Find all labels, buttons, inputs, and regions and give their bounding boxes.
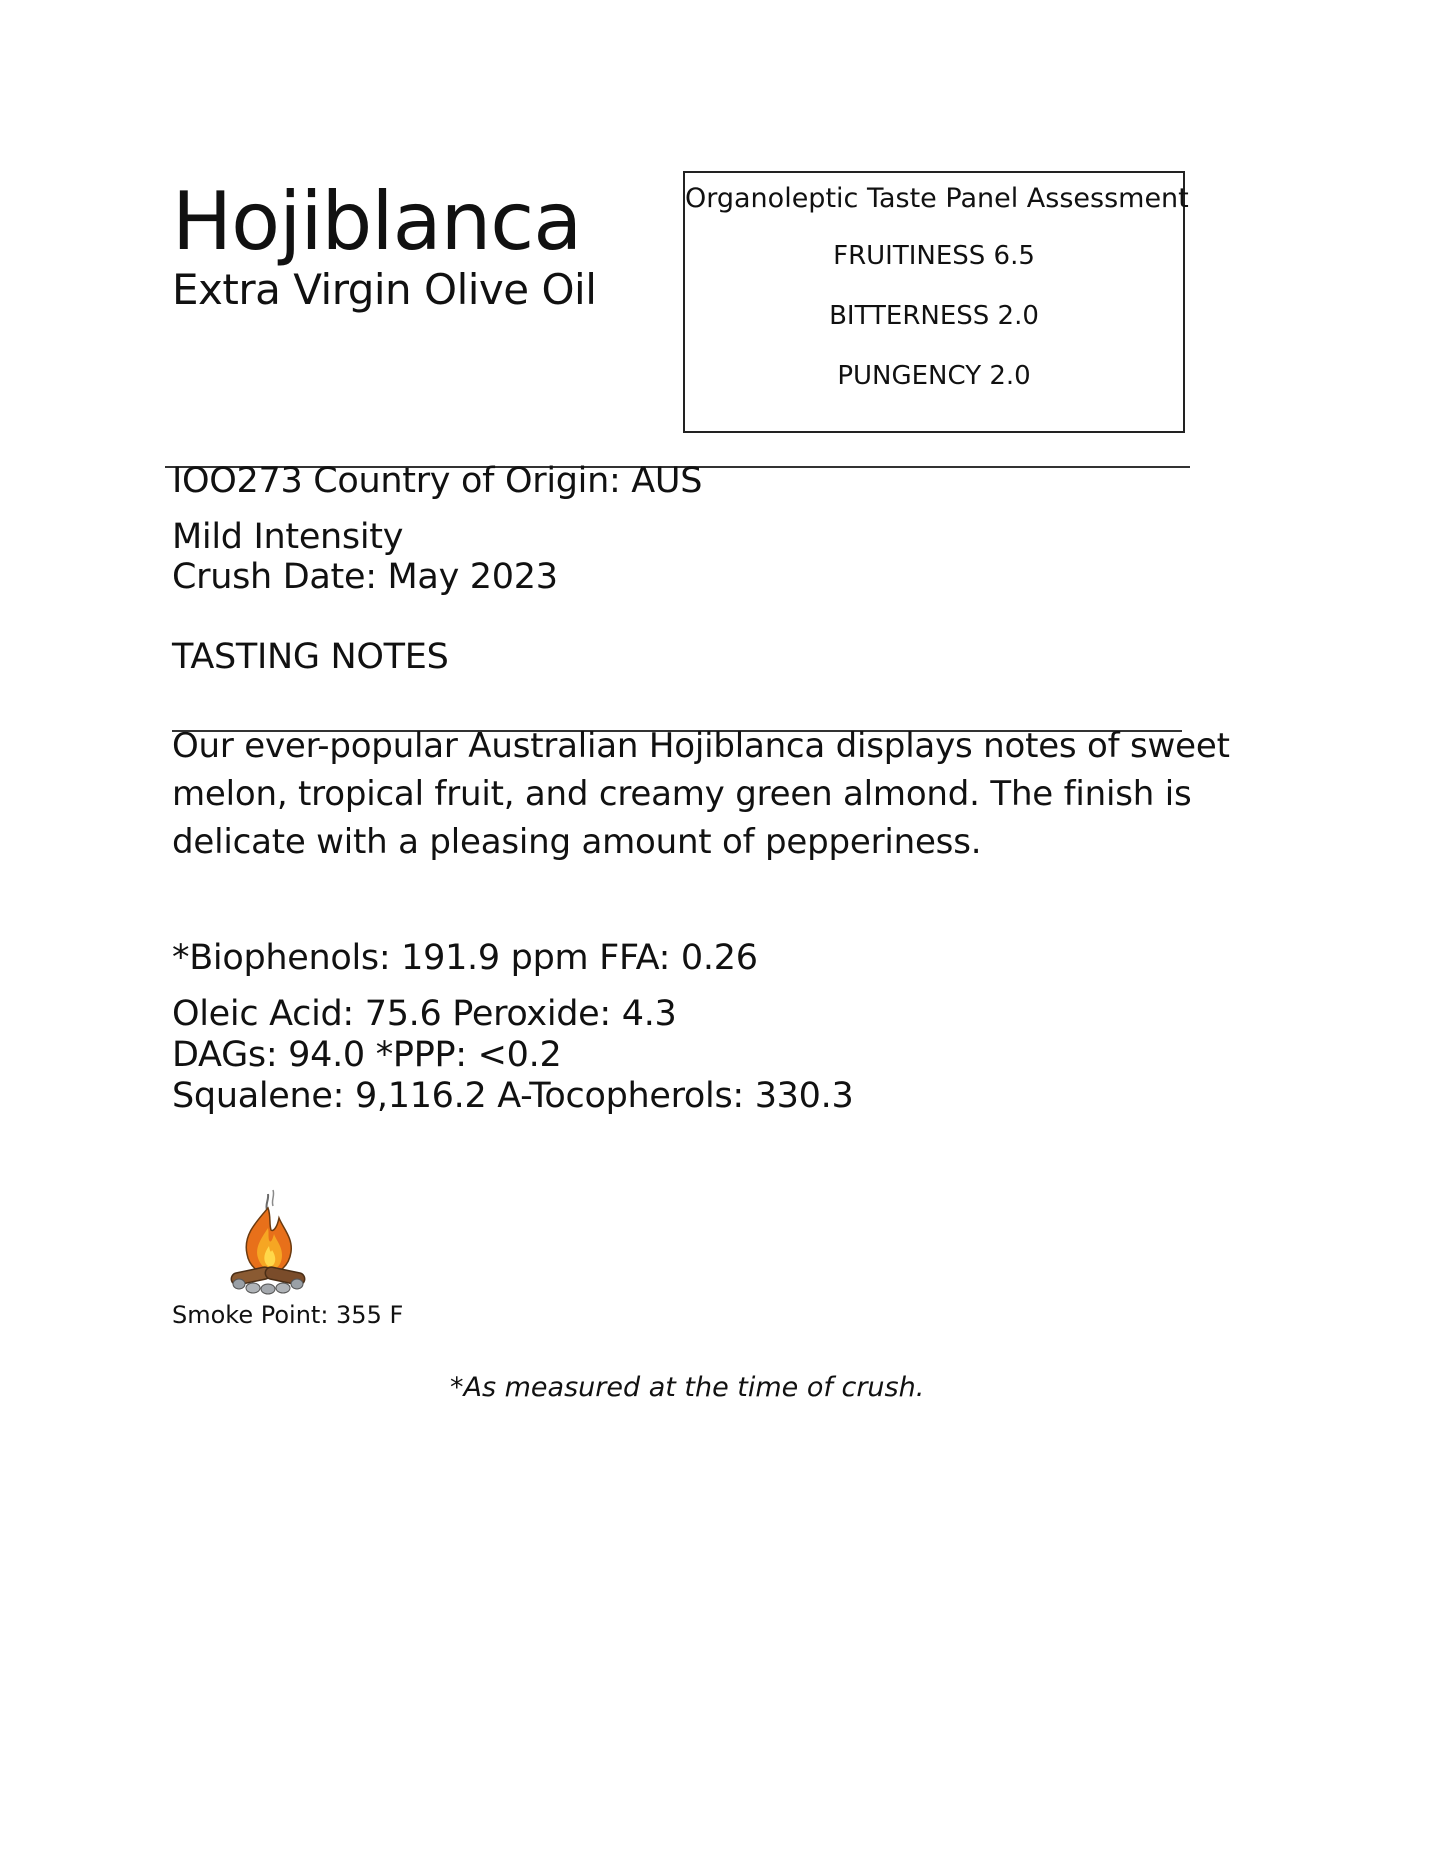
tasting-notes-text: Our ever-popular Australian Hojiblanca displays notes of sweet melon, tropical fruit, and creamy green almond. The finish is delicate with a pleasing amount of pepperiness. <box>172 726 1230 862</box>
taste-panel-box <box>683 171 1189 433</box>
bitterness-score: BITTERNESS 2.0 <box>829 301 1039 331</box>
origin-line: IOO273 Country of Origin: AUS <box>172 461 703 501</box>
taste-panel-heading: Organoleptic Taste Panel Assessment <box>685 183 1189 214</box>
footnote: *As measured at the time of crush. <box>450 1372 925 1403</box>
smoke-point-label: Smoke Point: 355 F <box>172 1301 404 1329</box>
campfire-icon <box>225 1188 311 1298</box>
chemistry-line-3: DAGs: 94.0 *PPP: <0.2 <box>172 1035 562 1075</box>
fruitiness-score: FRUITINESS 6.5 <box>833 241 1035 271</box>
intensity-line: Mild Intensity <box>172 517 404 557</box>
pungency-score: PUNGENCY 2.0 <box>837 361 1031 391</box>
chemistry-line-4: Squalene: 9,116.2 A-Tocopherols: 330.3 <box>172 1076 854 1116</box>
crush-date-line: Crush Date: May 2023 <box>172 557 558 597</box>
tasting-notes-heading: TASTING NOTES <box>172 637 449 677</box>
product-type: Extra Virgin Olive Oil <box>172 265 597 314</box>
chemistry-line-2: Oleic Acid: 75.6 Peroxide: 4.3 <box>172 994 677 1034</box>
chemistry-line-1: *Biophenols: 191.9 ppm FFA: 0.26 <box>172 938 758 978</box>
product-name: Hojiblanca <box>172 175 582 268</box>
